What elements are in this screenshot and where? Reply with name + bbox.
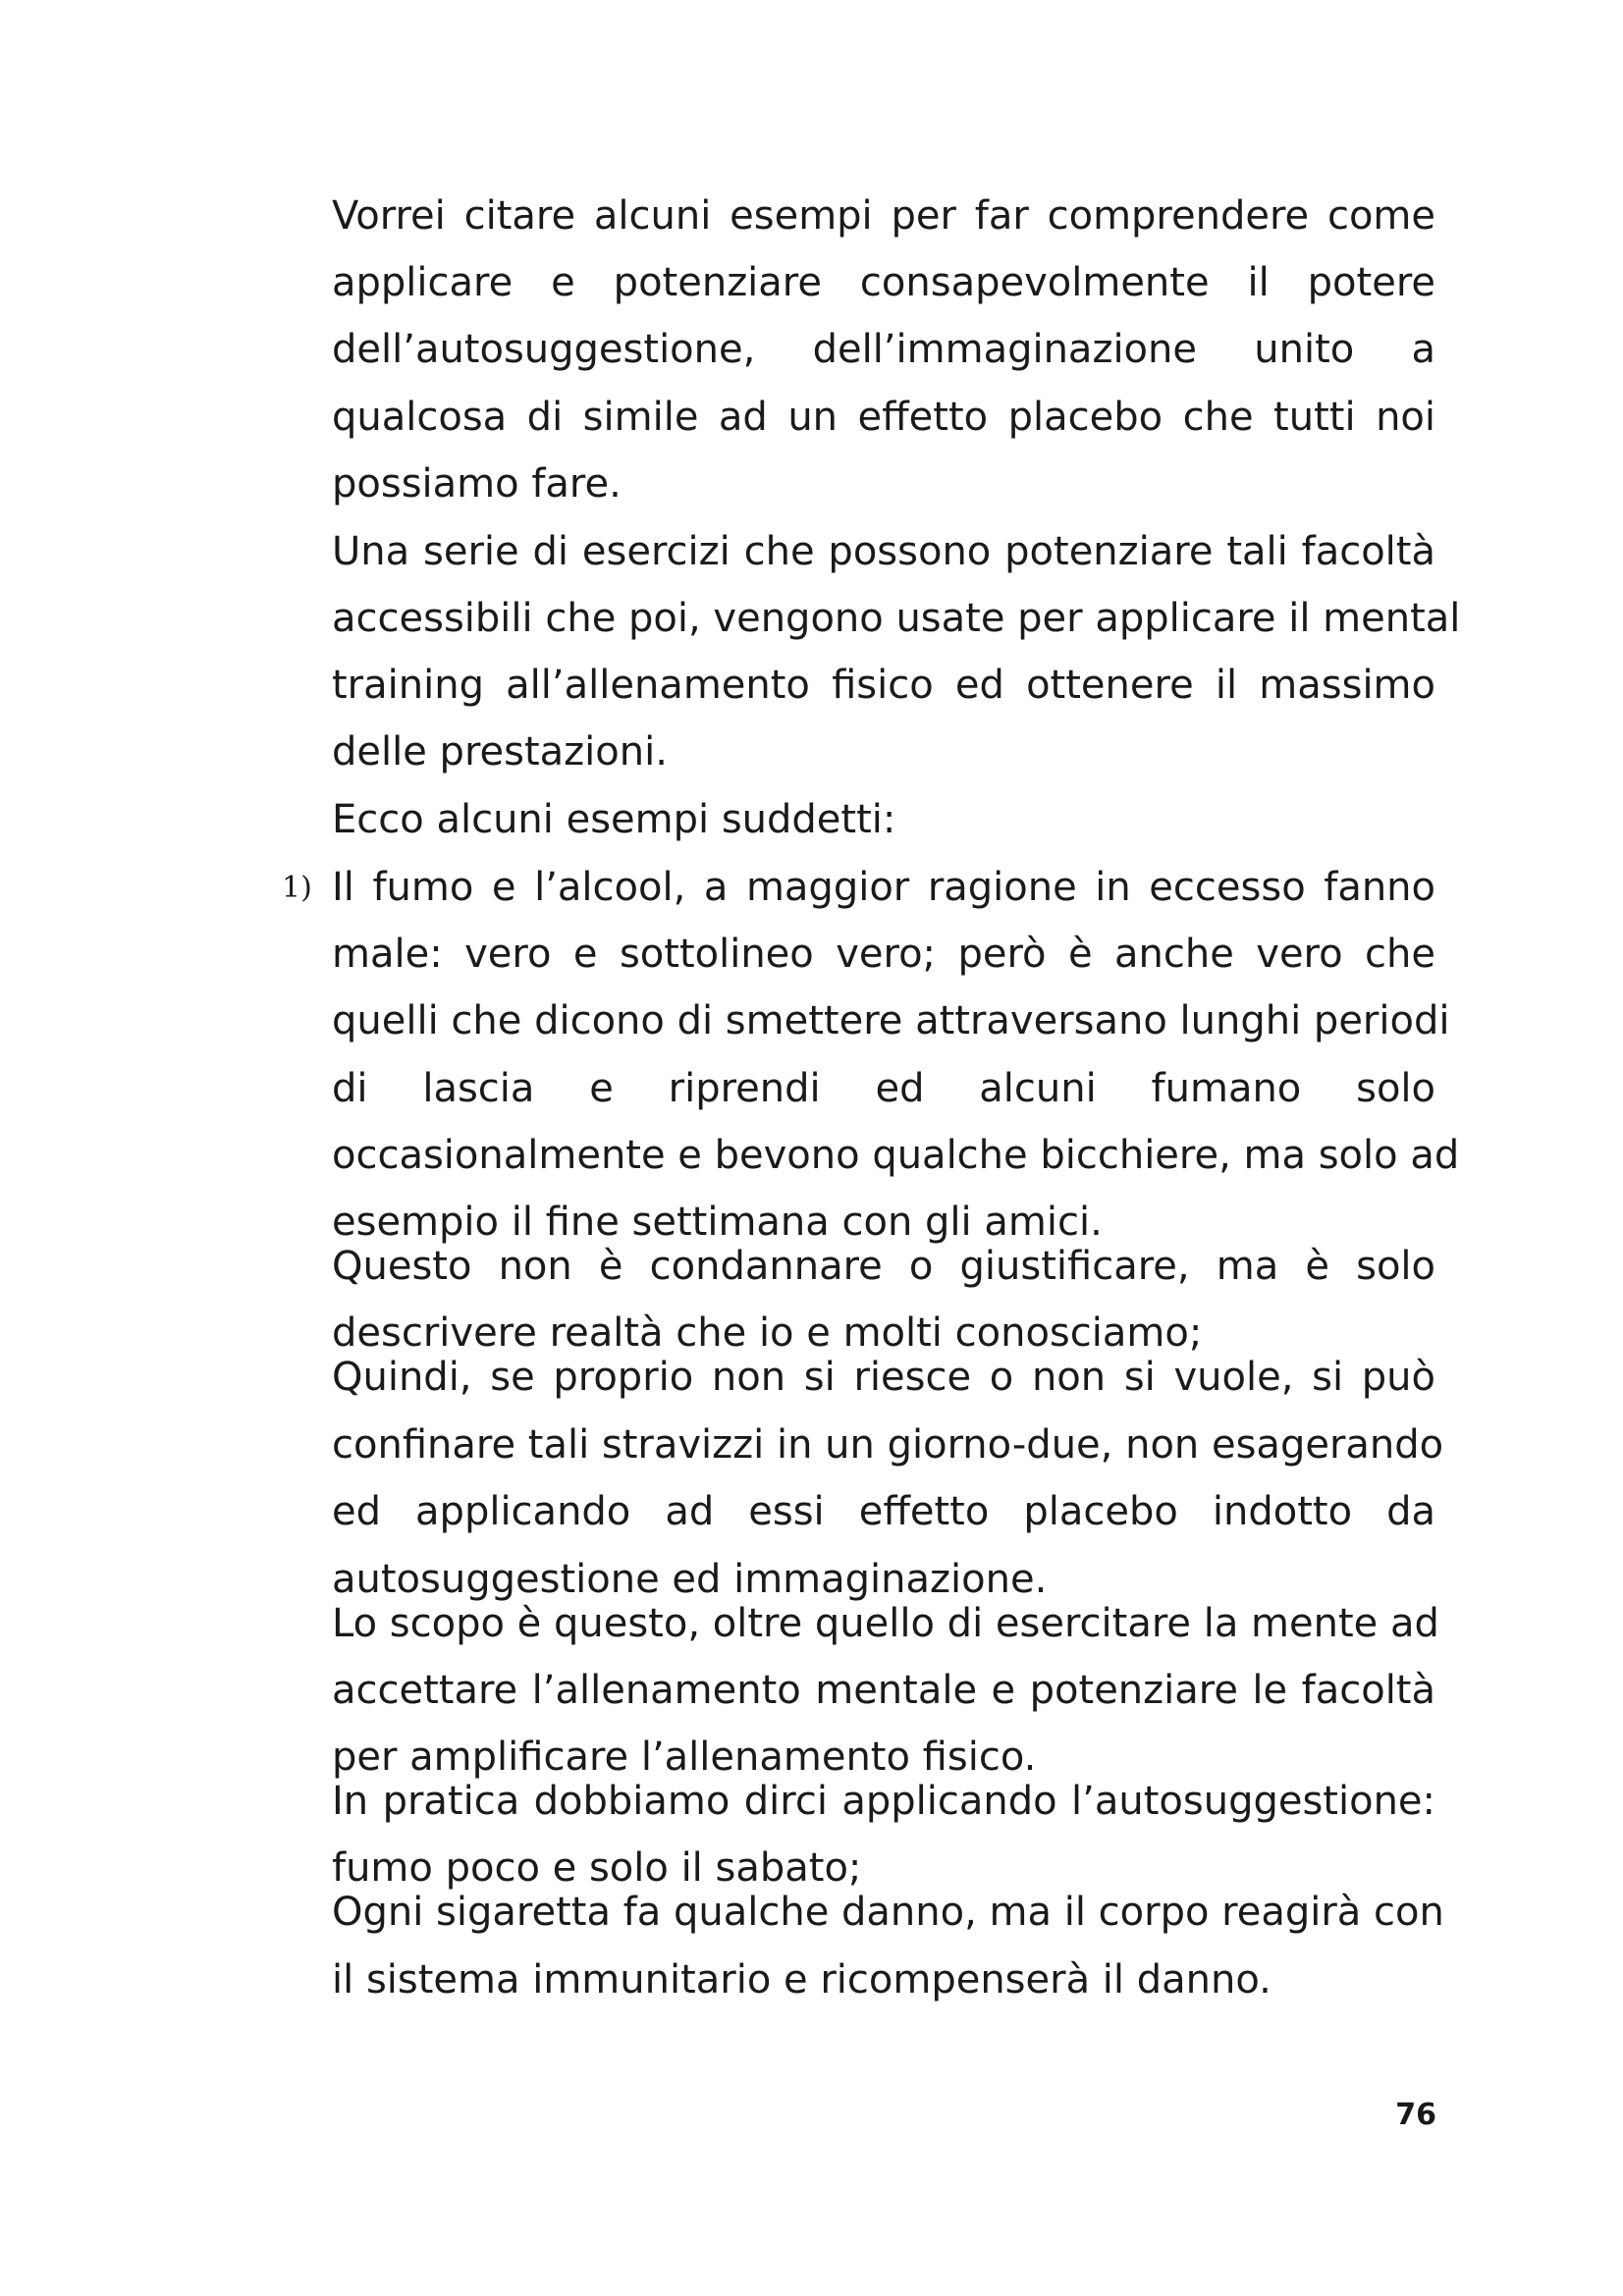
- text-line: accessibili che poi, vengono usate per applicare il mental: [332, 596, 1461, 641]
- text-line: training all’allenamento fisico ed ottenere il massimo: [332, 663, 1435, 708]
- text-line: Ogni sigaretta fa qualche danno, ma il corpo reagirà con: [332, 1890, 1444, 1935]
- text-line: Una serie di esercizi che possono potenziare tali facoltà: [332, 529, 1435, 574]
- text-line: descrivere realtà che io e molti conosciamo;: [332, 1310, 1203, 1356]
- text-line: accettare l’allenamento mentale e potenziare le facoltà: [332, 1668, 1435, 1713]
- text-line: confinare tali stravizzi in un giorno-due, non esagerando: [332, 1422, 1444, 1468]
- text-line: autosuggestione ed immaginazione.: [332, 1557, 1048, 1602]
- text-line: Lo scopo è questo, oltre quello di esercitare la mente ad: [332, 1601, 1439, 1646]
- text-line: male: vero e sottolineo vero; però è anche vero che: [332, 932, 1435, 977]
- text-line: fumo poco e solo il sabato;: [332, 1845, 862, 1891]
- text-line: Ecco alcuni esempi suddetti:: [332, 797, 896, 842]
- text-line: qualcosa di simile ad un effetto placebo che tutti noi: [332, 395, 1435, 440]
- text-line: applicare e potenziare consapevolmente il potere: [332, 260, 1435, 305]
- text-line: In pratica dobbiamo dirci applicando l’autosuggestione:: [332, 1779, 1435, 1824]
- text-line: Il fumo e l’alcool, a maggior ragione in eccesso fanno: [332, 865, 1435, 910]
- text-line: il sistema immunitario e ricompenserà il danno.: [332, 1957, 1271, 2002]
- text-line: Vorrei citare alcuni esempi per far comprendere come: [332, 193, 1435, 239]
- list-marker: 1): [282, 871, 312, 905]
- text-line: Questo non è condannare o giustificare, ma è solo: [332, 1244, 1435, 1289]
- text-line: dell’autosuggestione, dell’immaginazione unito a: [332, 327, 1435, 372]
- text-line: occasionalmente e bevono qualche bicchiere, ma solo ad: [332, 1133, 1460, 1178]
- text-line: di lascia e riprendi ed alcuni fumano solo: [332, 1066, 1435, 1111]
- text-line: per amplificare l’allenamento fisico.: [332, 1735, 1037, 1780]
- text-line: possiamo fare.: [332, 461, 622, 507]
- text-line: Quindi, se proprio non si riesce o non si vuole, si può: [332, 1355, 1435, 1400]
- text-line: quelli che dicono di smettere attraversano lunghi periodi: [332, 998, 1450, 1043]
- text-line: delle prestazioni.: [332, 729, 668, 774]
- text-line: ed applicando ad essi effetto placebo indotto da: [332, 1489, 1435, 1534]
- page-number: 76: [1395, 2098, 1436, 2132]
- text-line: esempio il fine settimana con gli amici.: [332, 1200, 1103, 1245]
